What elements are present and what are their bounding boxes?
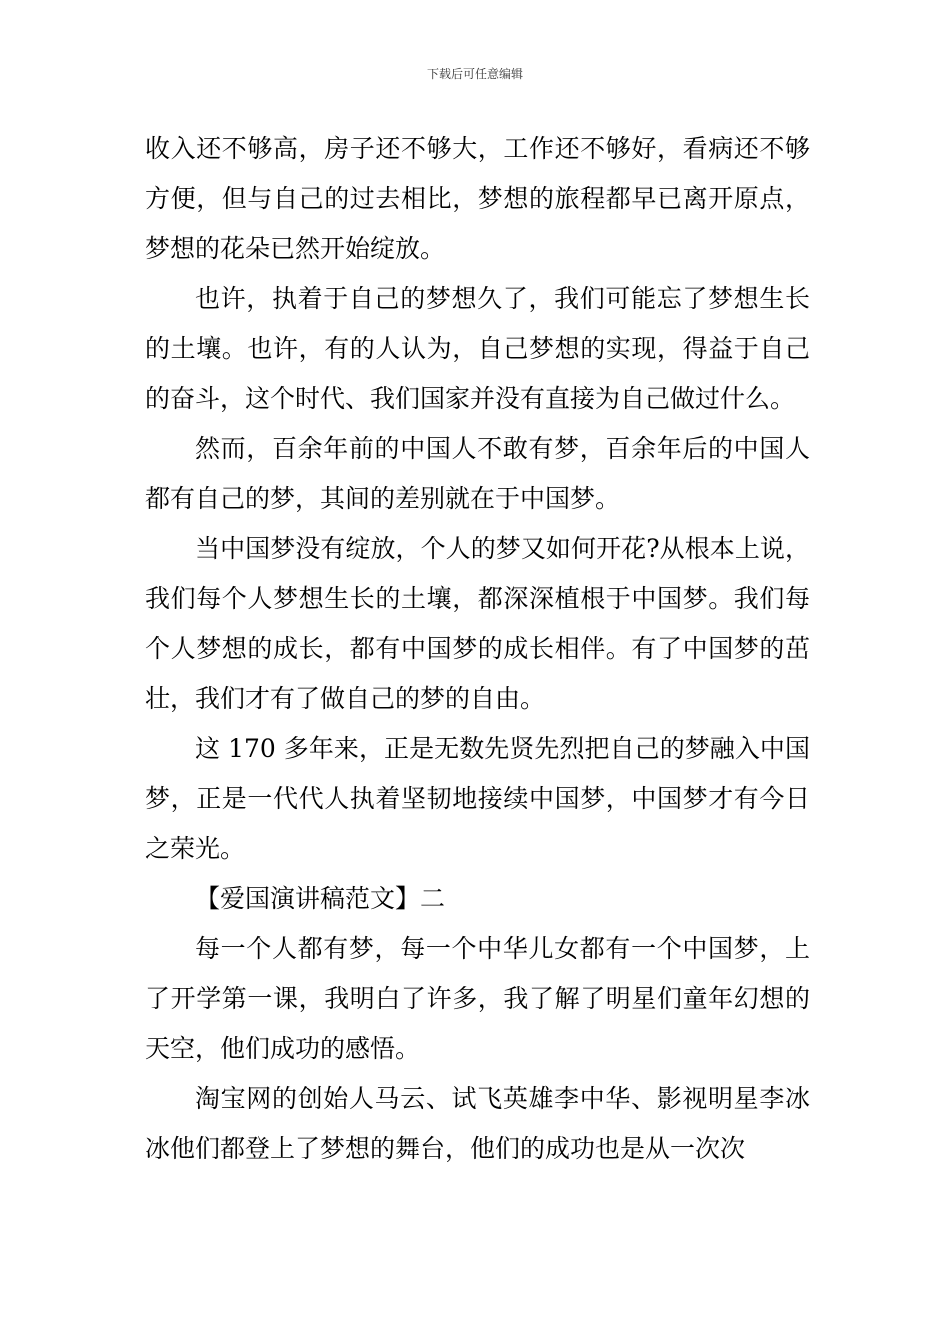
paragraph: 每一个人都有梦，每一个中华儿女都有一个中国梦，上了开学第一课，我明白了许多，我了解了明星们童年幻想的天空，他们成功的感悟。 [145, 934, 810, 1063]
page-header: 下载后可任意编辑 [426, 67, 523, 81]
paragraph: 当中国梦没有绽放，个人的梦又如何开花?从根本上说，我们每个人梦想生长的土壤，都深深植根于中国梦。我们每个人梦想的成长，都有中国梦的成长相伴。有了中国梦的茁壮，我们才有了做自己的梦的自由。 [145, 534, 810, 713]
paragraph: 这 170 多年来，正是无数先贤先烈把自己的梦融入中国梦，正是一代代人执着坚韧地接续中国梦，中国梦才有今日之荣光。 [145, 734, 810, 863]
section-heading: 【爱国演讲稿范文】二 [195, 884, 446, 913]
paragraph: 也许，执着于自己的梦想久了，我们可能忘了梦想生长的土壤。也许，有的人认为，自己梦想的实现，得益于自己的奋斗，这个时代、我们国家并没有直接为自己做过什么。 [145, 284, 810, 413]
document-body [145, 124, 810, 1174]
paragraph-continued: 收入还不够高，房子还不够大，工作还不够好，看病还不够方便，但与自己的过去相比，梦想的旅程都早已离开原点，梦想的花朵已然开始绽放。 [145, 134, 810, 263]
paragraph: 淘宝网的创始人马云、试飞英雄李中华、影视明星李冰冰他们都登上了梦想的舞台，他们的成功也是从一次次 [145, 1084, 810, 1163]
paragraph: 然而，百余年前的中国人不敢有梦，百余年后的中国人都有自己的梦，其间的差别就在于中国梦。 [145, 434, 810, 513]
